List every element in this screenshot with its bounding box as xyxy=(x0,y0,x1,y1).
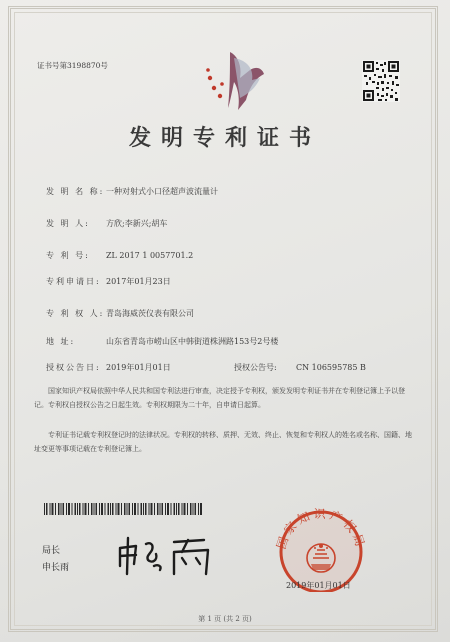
page-footer: 第 1 页 (共 2 页) xyxy=(198,615,252,623)
field-label: 发 明 人: xyxy=(46,219,90,228)
director-title: 局长 xyxy=(42,546,61,556)
field-value: 山东省青岛市崂山区中韩街道株洲路153号2号楼 xyxy=(106,337,279,346)
field-label: 发 明 名 称: xyxy=(46,187,105,196)
field-value: 一种对射式小口径超声波流量计 xyxy=(106,187,218,196)
grant-date-label: 授权公告日: xyxy=(46,363,101,372)
certificate-body-paragraph-1: 国家知识产权局依照中华人民共和国专利法进行审查，决定授予专利权，颁发发明专利证书并在专利登记簿上予以登记。专利权自授权公告之日起生效。专利权期限为二十年，自申请日起算。 xyxy=(34,387,405,409)
barcode-icon xyxy=(44,503,204,515)
grant-date-value: 2019年01月01日 xyxy=(106,363,171,372)
field-application-date xyxy=(46,276,171,287)
certificate-number: 证书号第3198870号 xyxy=(37,61,108,70)
grant-number-value: CN 106595785 B xyxy=(296,363,366,372)
cnipa-logo-icon xyxy=(200,48,272,114)
field-value: 2017年01月23日 xyxy=(106,277,171,286)
director-name: 申长雨 xyxy=(42,563,70,573)
field-invention-name xyxy=(46,186,218,197)
field-value: 青岛海威茨仪表有限公司 xyxy=(106,309,194,318)
field-label: 专利申请日: xyxy=(46,277,101,286)
field-value: ZL 2017 1 0057701.2 xyxy=(106,251,194,260)
field-address xyxy=(46,336,278,347)
certificate-body-paragraph-2: 专利证书记载专利权登记时的法律状况。专利权的转移、质押、无效、终止、恢复和专利权人的姓名或名称、国籍、地址变更等事项记载在专利登记簿上。 xyxy=(34,431,412,453)
field-inventors xyxy=(46,218,167,229)
field-label: 专 利 权 人: xyxy=(46,309,105,318)
seal-date: 2019年01月01日 xyxy=(286,581,351,590)
field-patentee xyxy=(46,308,194,319)
qr-code-icon xyxy=(362,60,400,102)
document-title: 发明专利证书 xyxy=(128,125,321,151)
seal-text: 国家知识产权局 xyxy=(274,506,369,551)
field-label: 地 址: xyxy=(46,337,76,346)
official-seal-icon xyxy=(267,502,375,592)
grant-info xyxy=(46,362,366,373)
field-label: 专 利 号: xyxy=(46,251,90,260)
director-signature-icon xyxy=(112,530,222,580)
field-patent-number xyxy=(46,250,193,261)
field-value: 方欣;李新兴;胡车 xyxy=(106,219,168,228)
grant-number-label: 授权公告号: xyxy=(234,363,277,372)
